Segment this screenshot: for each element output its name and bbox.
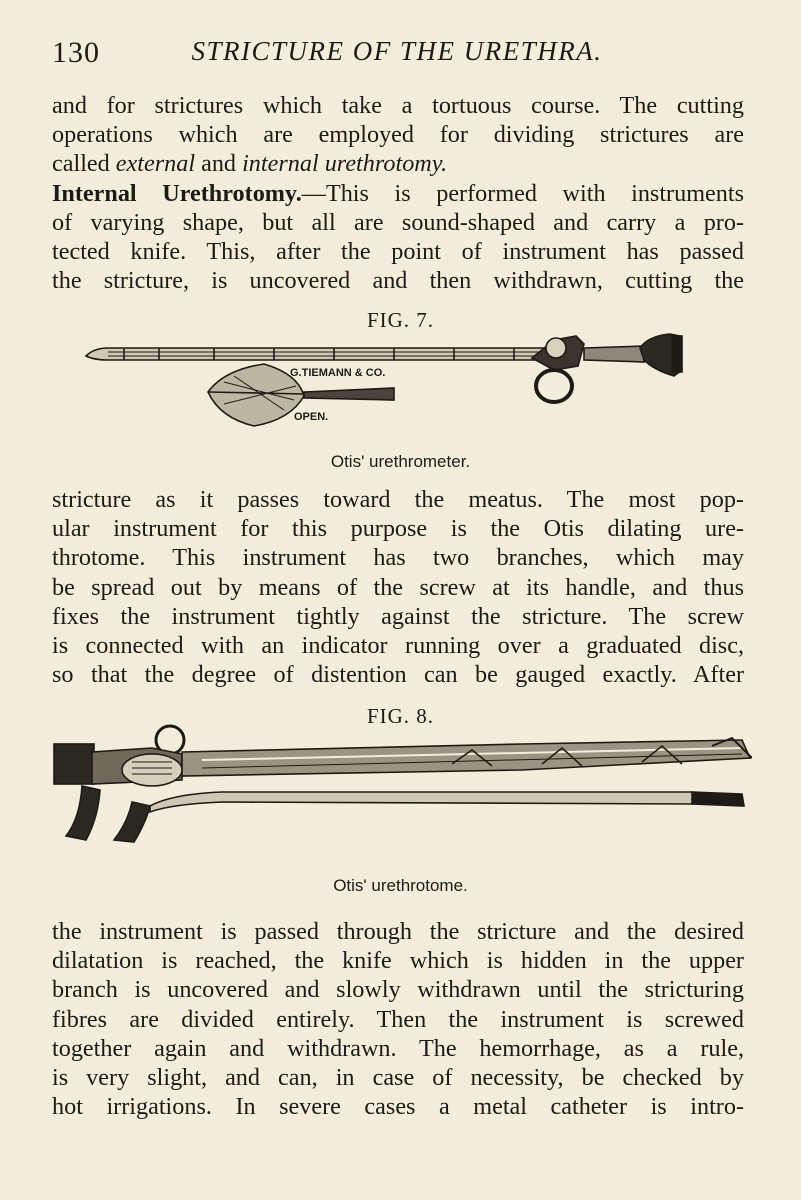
text-line: the stricture, is uncovered and then withdrawn, cutting the: [52, 267, 744, 295]
page-number: 130: [52, 36, 100, 69]
maker-stamp: G.TIEMANN & CO.: [290, 367, 386, 379]
open-stamp: OPEN.: [294, 411, 329, 423]
text-line: dilatation is reached, the knife which is hidden in the upper: [52, 947, 744, 975]
text-line: throtome. This instrument has two branches, which may: [52, 544, 744, 572]
text-line: fibres are divided entirely. Then the instrument is screwed: [52, 1005, 744, 1033]
text-line: tected knife. This, after the point of instrument has passed: [52, 238, 744, 266]
paragraph-2: [52, 485, 744, 689]
text-line: operations which are employed for dividing strictures are: [52, 121, 744, 149]
fig8-label: FIG. 8.: [366, 704, 435, 728]
text-line: and for strictures which take a tortuous course. The cutting: [52, 92, 744, 119]
text-line: hot irrigations. In severe cases a metal catheter is intro-: [52, 1093, 744, 1121]
text-line: so that the degree of distention can be gauged exactly. After: [52, 661, 744, 689]
paragraph-1: [52, 91, 744, 295]
text-line: ular instrument for this purpose is the Otis dilating ure-: [52, 515, 744, 543]
text-line: Internal Urethrotomy.—This is performed with instruments: [52, 179, 744, 207]
text-line: of varying shape, but all are sound-shaped and carry a pro-: [52, 208, 744, 236]
text-line: is very slight, and can, in case of necessity, be checked by: [52, 1064, 744, 1092]
section-heading: Internal Urethrotomy.: [52, 179, 302, 207]
figure-8-urethrotome: [52, 722, 752, 872]
paragraph-3: [52, 917, 744, 1121]
fig8-caption: Otis' urethrotome.: [333, 876, 468, 895]
text-line: is connected with an indicator running over a graduated disc,: [52, 632, 744, 660]
text-line: together again and withdrawn. The hemorrhage, as a rule,: [52, 1034, 744, 1062]
text-line: stricture as it passes toward the meatus. The most pop-: [52, 486, 744, 513]
urethrometer-drawing: [86, 334, 682, 426]
emphasis-internal-urethrotomy: internal urethrotomy.: [242, 150, 448, 178]
text-line: be spread out by means of the screw at its handle, and thus: [52, 573, 744, 601]
figure-7-urethrometer: [84, 330, 694, 450]
fig7-caption: Otis' urethrometer.: [330, 452, 471, 471]
running-title: STRICTURE OF THE URETHRA.: [191, 36, 603, 66]
fig7-label: FIG. 7.: [366, 308, 435, 332]
urethrotome-drawing: [54, 726, 752, 842]
text-line: the instrument is passed through the stricture and the desired: [52, 918, 744, 945]
page-header: [52, 36, 742, 76]
text-line: called external and internal urethrotomy.: [52, 150, 448, 178]
text-line: branch is uncovered and slowly withdrawn until the stricturing: [52, 976, 744, 1004]
emphasis-external: external: [115, 150, 196, 178]
text-line: fixes the instrument tightly against the stricture. The screw: [52, 602, 744, 630]
